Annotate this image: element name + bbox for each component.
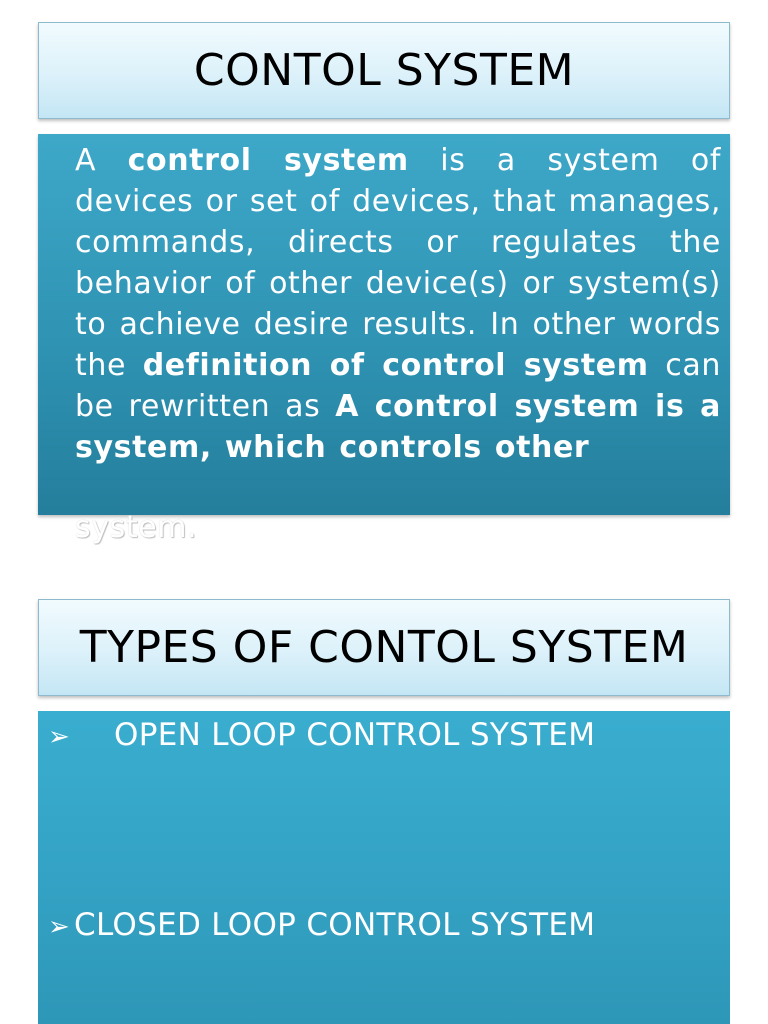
definition-paragraph xyxy=(75,140,721,468)
slide-title-text: TYPES OF CONTOL SYSTEM xyxy=(79,622,689,673)
definition-text-3: can be rewritten as xyxy=(75,348,721,424)
definition-box xyxy=(38,134,730,515)
list-item-closed-loop xyxy=(38,907,595,943)
list-item-label: OPEN LOOP CONTROL SYSTEM xyxy=(114,717,596,753)
slide-title-text: CONTOL SYSTEM xyxy=(193,45,575,96)
definition-text-1: A xyxy=(75,143,128,178)
slide-title-types xyxy=(38,599,730,696)
arrow-bullet-icon: ➢ xyxy=(48,722,71,752)
list-item-open-loop xyxy=(38,717,595,753)
definition-bold-statement: A control system is a system, which controls other xyxy=(75,389,721,465)
types-list-box xyxy=(38,711,730,1024)
definition-bold-term: control system xyxy=(127,143,409,178)
list-item-label: CLOSED LOOP CONTROL SYSTEM xyxy=(74,907,596,943)
definition-bold-phrase: definition of control system xyxy=(142,348,649,383)
definition-text-2: is a system of devices or set of devices, that manages, commands, directs or regulates the behavior of other device(s) or system(s) to achieve desire results. In other words the xyxy=(75,143,722,383)
definition-overflow-text: system. xyxy=(75,510,198,545)
slide-title-control-system xyxy=(38,22,730,119)
arrow-bullet-icon: ➢ xyxy=(48,912,71,942)
